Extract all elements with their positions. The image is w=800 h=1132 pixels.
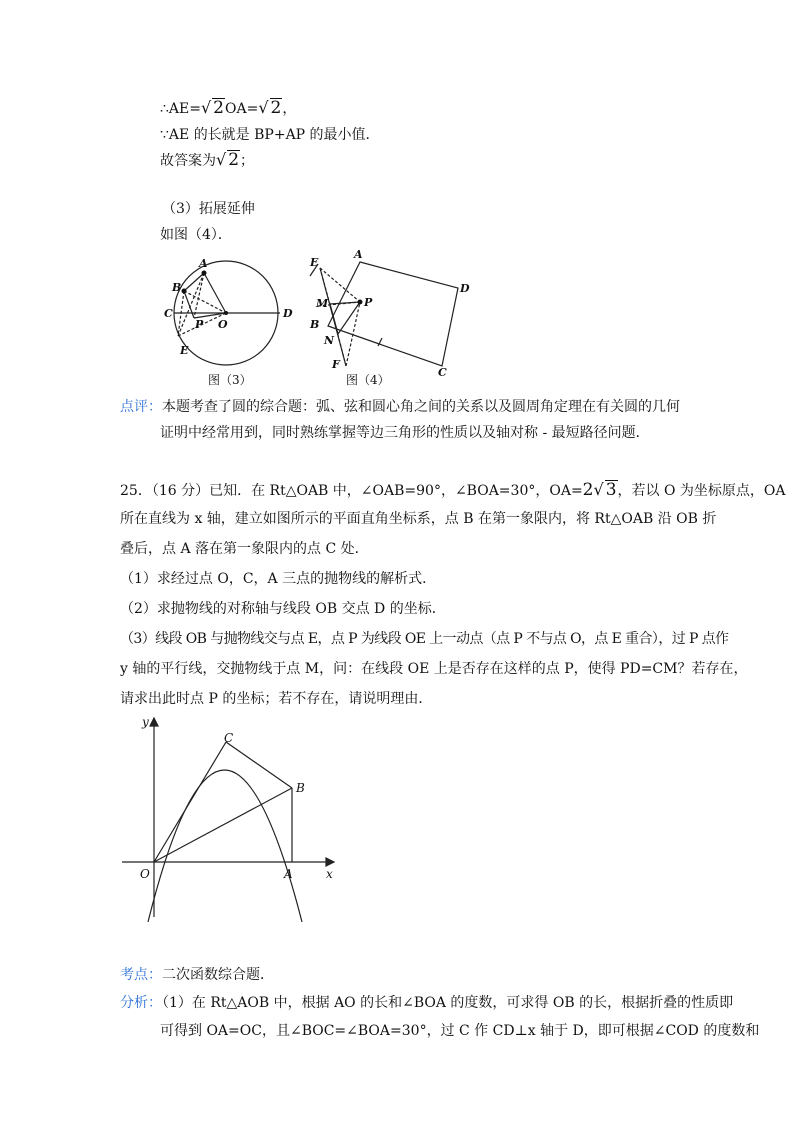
problem-25-question-1: （1）求经过点 O，C，A 三点的抛物线的解析式． [120, 571, 437, 587]
problem-25-question-2: （2）求抛物线的对称轴与线段 OB 交点 D 的坐标． [120, 601, 446, 617]
fig4-label-e: E [310, 256, 319, 269]
fenxi-label: 分析： [120, 995, 162, 1011]
fig3-label-c: C [164, 307, 173, 320]
see-figure-4: 如图（4）． [160, 227, 232, 243]
problem-25-line-3: 叠后，点 A 落在第一象限内的点 C 处． [120, 541, 369, 557]
fig3-label-d: D [283, 307, 293, 320]
geometry-figures [160, 246, 480, 390]
solution-line-min: ∵AE 的长就是 BP+AP 的最小值． [160, 127, 380, 143]
y-axis-arrow [150, 718, 158, 726]
problem-25-question-3c: 请求出此时点 P 的坐标；若不存在，请说明理由． [120, 691, 433, 707]
fig3-label-b: B [172, 281, 182, 294]
figure-4 [310, 262, 458, 366]
graph-label-b: B [296, 781, 305, 795]
fig3-label-e: E [180, 344, 189, 357]
fig3-label-p: P [195, 318, 204, 331]
fenxi-line-1: 分析：（1）在 Rt△AOB 中，根据 AO 的长和∠BOA 的度数，可求得 OB 的长，根据折叠的性质即 [120, 995, 734, 1011]
fig4-label-a: A [354, 248, 363, 261]
comment-line-1: 点评：本题考查了圆的综合题：弧、弦和圆心角之间的关系以及圆周角定理在有关圆的几何 [120, 399, 680, 415]
graph-label-y: y [142, 715, 149, 729]
fig4-caption: 图（4） [346, 373, 390, 387]
fenxi-line-2: 可得到 OA=OC，且∠BOC=∠BOA=30°，过 C 作 CD⊥x 轴于 D，即可根据∠COD 的度数和 [160, 1023, 760, 1039]
problem-25-line-2: 所在直线为 x 轴，建立如图所示的平面直角坐标系，点 B 在第一象限内，将 Rt△OAB 沿 OB 折 [120, 511, 717, 527]
solution-line-answer: 故答案为√ 2； [160, 150, 255, 170]
graph-label-o: O [140, 867, 150, 881]
comment-label: 点评： [120, 399, 162, 415]
problem-25-question-3a: （3）线段 OB 与抛物线交与点 E，点 P 为线段 OE 上一动点（点 P 不与点 O，点 E 重合），过 P 点作 [120, 631, 729, 647]
kaodian-label: 考点： [120, 967, 162, 983]
comment-line-2: 证明中经常用到，同时熟练掌握等边三角形的性质以及轴对称 - 最短路径问题． [160, 425, 650, 441]
fig3-caption: 图（3） [208, 373, 252, 387]
problem-25-question-3b: y 轴的平行线，交抛物线于点 M，问：在线段 OE 上是否存在这样的点 P，使得 PD=CM？若存在， [120, 661, 748, 677]
fig4-label-f: F [332, 358, 340, 371]
graph-label-a: A [284, 867, 293, 881]
fig4-label-b: B [310, 318, 320, 331]
fig4-label-m: M [316, 297, 329, 310]
segment-cb [226, 742, 292, 788]
segment-oc [154, 742, 226, 862]
problem-25-line-1: 25．（16 分）已知．在 Rt△OAB 中，∠OAB=90°，∠BOA=30°，OA=2√ 3，若以 O 为坐标原点，OA [120, 480, 786, 500]
fig4-label-p: P [364, 296, 373, 309]
section-heading-3: （3）拓展延伸 [162, 201, 255, 217]
graph-label-c: C [224, 731, 234, 745]
parabola-graph [112, 712, 344, 922]
fig3-label-a: A [199, 257, 208, 270]
graph-label-x: x [326, 867, 333, 881]
sqrt-symbol: √ 2 [200, 98, 224, 118]
x-axis-arrow [326, 858, 334, 866]
fig4-label-d: D [460, 282, 470, 295]
fig4-label-n: N [324, 334, 335, 347]
parabola [148, 770, 302, 922]
fig4-label-c: C [438, 366, 447, 379]
solution-line-ae: ∴AE=√ 2OA=√ 2， [160, 98, 297, 118]
kaodian-line: 考点：二次函数综合题． [120, 967, 274, 983]
sqrt-symbol: √ 2 [258, 98, 282, 118]
fig3-label-o: O [218, 318, 228, 331]
